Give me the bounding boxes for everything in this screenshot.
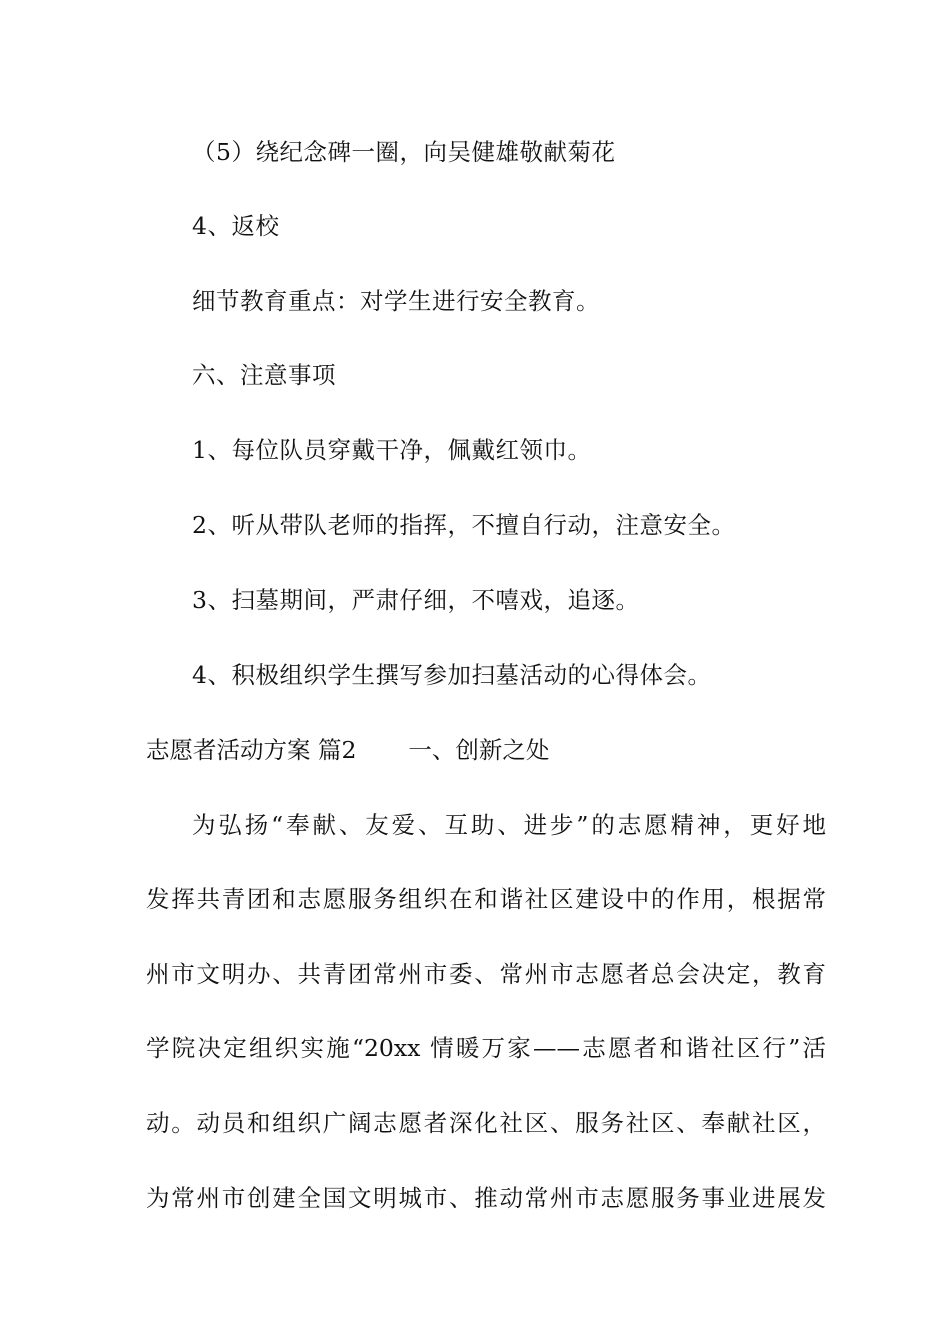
plan-title: 志愿者活动方案 篇2 [146, 736, 357, 764]
text-line-step-5: （5）绕纪念碑一圈，向吴健雄敬献菊花 [192, 138, 616, 166]
paragraph-line-2: 发挥共青团和志愿服务组织在和谐社区建设中的作用，根据常 [146, 885, 826, 913]
paragraph-line-1: 为弘扬“奉献、友爱、互助、进步”的志愿精神，更好地 [192, 811, 826, 839]
text-line-return-school: 4、返校 [192, 212, 280, 240]
text-line-note-2: 2、听从带队老师的指挥，不擅自行动，注意安全。 [192, 511, 736, 539]
plan-subtitle: 一、创新之处 [408, 736, 550, 764]
paragraph-line-4: 学院决定组织实施“20xx 情暖万家——志愿者和谐社区行”活 [146, 1034, 826, 1062]
text-line-note-4: 4、积极组织学生撰写参加扫墓活动的心得体会。 [192, 661, 712, 689]
paragraph-line-3: 州市文明办、共青团常州市委、常州市志愿者总会决定，教育 [146, 960, 826, 988]
paragraph-line-6: 为常州市创建全国文明城市、推动常州市志愿服务事业进展发 [146, 1184, 826, 1212]
section-heading-notes: 六、注意事项 [192, 361, 336, 389]
text-line-note-1: 1、每位队员穿戴干净，佩戴红领巾。 [192, 436, 592, 464]
text-line-education-focus: 细节教育重点：对学生进行安全教育。 [192, 287, 600, 315]
text-line-note-3: 3、扫墓期间，严肃仔细，不嘻戏，追逐。 [192, 586, 640, 614]
section-heading-plan-2 [146, 735, 826, 765]
paragraph-line-5: 动。动员和组织广阔志愿者深化社区、服务社区、奉献社区， [146, 1109, 826, 1137]
